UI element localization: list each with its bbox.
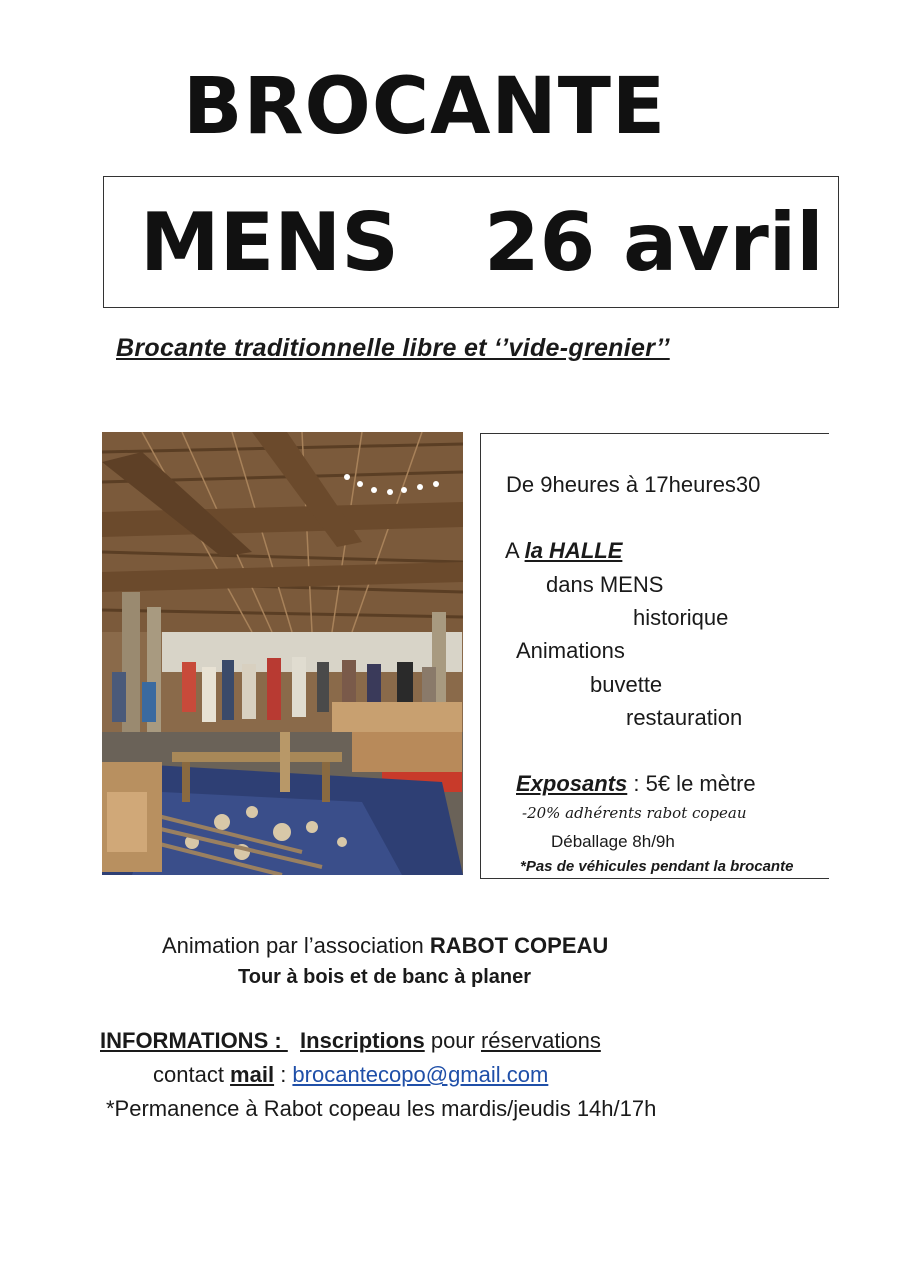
association-name: RABOT COPEAU: [429, 933, 609, 958]
pour-text: pour: [424, 1028, 481, 1053]
venue-name: la HALLE: [524, 538, 623, 563]
venue-town: dans MENS: [546, 572, 664, 597]
permanence-line: *Permanence à Rabot copeau les mardis/jeudis 14h/17h: [106, 1096, 657, 1121]
animation-line: [162, 933, 608, 959]
event-date: 26 avril: [484, 196, 824, 289]
poster-title: BROCANTE: [183, 62, 667, 152]
feature-restauration: restauration: [626, 705, 743, 730]
reservations-text: réservations: [480, 1028, 601, 1053]
venue-prefix: A: [505, 538, 525, 563]
feature-buvette: buvette: [590, 672, 663, 697]
informations-line: [100, 1028, 601, 1054]
exhibitor-pricing: [516, 771, 756, 797]
exhibitor-label: Exposants: [516, 771, 628, 796]
contact-line: [153, 1062, 548, 1088]
informations-label: INFORMATIONS :: [100, 1028, 288, 1053]
mail-label: mail: [230, 1062, 275, 1087]
feature-animations: Animations: [516, 638, 625, 663]
venue-line: [505, 538, 622, 564]
contact-prefix: contact: [153, 1062, 231, 1087]
contact-colon: :: [274, 1062, 293, 1087]
setup-hours: Déballage 8h/9h: [551, 832, 675, 851]
animation-prefix: Animation par l’association: [162, 933, 430, 958]
event-subtitle: Brocante traditionnelle libre et ‘’vide-grenier’’: [116, 334, 670, 362]
inscriptions-label: Inscriptions: [300, 1028, 425, 1053]
opening-hours: De 9heures à 17heures30: [506, 472, 761, 497]
email-link[interactable]: brocantecopo@gmail.com: [292, 1062, 549, 1087]
event-city: MENS: [140, 196, 399, 289]
vehicle-notice: *Pas de véhicules pendant la brocante: [520, 858, 794, 875]
venue-historic: historique: [633, 605, 729, 630]
member-discount: -20% adhérents rabot copeau: [522, 804, 747, 822]
exhibitor-price: : 5€ le mètre: [627, 771, 756, 796]
animation-activities: Tour à bois et de banc à planer: [238, 966, 532, 988]
market-hall-photo: [102, 432, 463, 875]
